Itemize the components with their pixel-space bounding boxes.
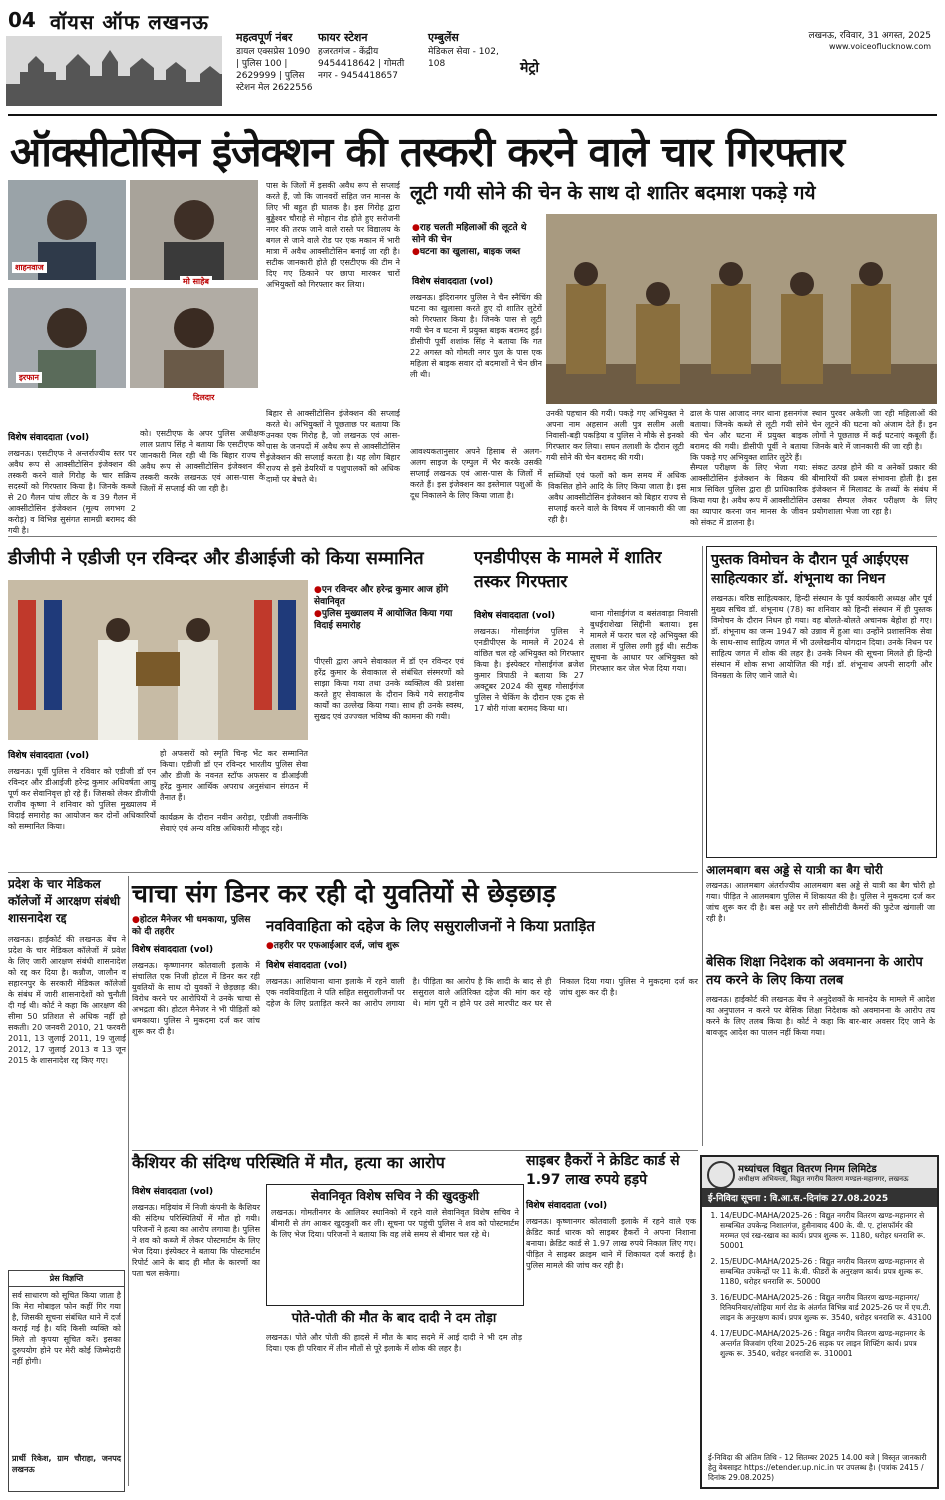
bag-text: लखनऊ। आलमबाग अंतर्राज्यीय आलमबाग बस अड्डे से यात्री का बैग चोरी हो गया। पीड़ित ने आलमबाग पुलिस में शिकायत की है। पुलिस ने मुकदमा दर्ज कर जांच शुरू कर दी है। बस अड्डे पर लगे सीसीटीवी कैमरों की फुटेज खंगाली जा रही है। <box>706 881 935 923</box>
tender-item: 2. 15/EUDC-MAHA/2025-26 : विद्युत नगरीय वितरण खण्ड-महानगर से सम्बन्धित उपकेन्द्रों पर 11 के.वी. फीडरों के अनुरक्षण कार्य। प्रपत्र शुल्क रू. 1180, धरोहर धनराशि रू. 50000 <box>720 1257 933 1287</box>
publication-date: लखनऊ, रविवार, 31 अगस्त, 2025 <box>808 31 931 41</box>
fire-station-numbers: फायर स्टेशन हजरतगंज - केंद्रीय 9454418642 | गोमती नगर - 9454418657 <box>318 31 405 81</box>
section-label: मेट्रो <box>520 60 540 76</box>
chain-headline: लूटी गयी सोने की चेन के साथ दो शातिर बदमाश पकड़े गये <box>410 182 816 204</box>
photo-police-arrest <box>546 214 937 404</box>
city-skyline-illustration <box>6 36 222 106</box>
column-divider <box>128 876 129 1486</box>
notice-text: सर्व साधारण को सूचित किया जाता है कि मेरा मोबाइल फोन कहीं गिर गया है, जिसकी सूचना संबंधित थाने में दर्ज कराई गई है। यदि किसी व्यक्ति को मिले तो कृपया सूचित करें। इसका दुरुपयोग होने पर मेरी कोई जिम्मेदारी नहीं होगी। <box>12 1291 121 1366</box>
photo-accused-2 <box>130 180 258 280</box>
education-headline: बेसिक शिक्षा निदेशक को अवमानना के आरोप तय करने के लिए किया तलब <box>706 955 923 988</box>
obituary-text: लखनऊ। वरिष्ठ साहित्यकार, हिन्दी संस्थान के पूर्व कार्यकारी अध्यक्ष और पूर्व मुख्य सचिव डॉ. शंभूनाथ (78) का शनिवार को हिन्दी संस्थान में ही पुस्तक विमोचन के दौरान निधन हो गया। वह बोलते-बोलते अचानक बेहोश हो गए। डॉ. शंभूनाथ का जन्म 1947 को उन्नाव में हुआ था। उन्होंने प्रशासनिक सेवा के साथ-साथ साहित्य जगत में भी उल्लेखनीय योगदान दिया। उनके निधन पर साहित्य जगत में शोक की लहर है। उनके निधन की सूचना मिलते ही हिन्दी संस्थान में शोक सभा आयोजित की गई। डॉ. शंभूनाथ अपनी सादगी और विनम्रता के लिए जाने जाते थे। <box>711 594 932 680</box>
page-number: 04 <box>8 8 36 32</box>
caption-accused-2: मो साहेब <box>180 276 212 287</box>
dinner-byline: विशेष संवाददाता (vol) <box>132 945 214 955</box>
obituary-headline: पुस्तक विमोचन के दौरान पूर्व आईएएस साहित्यकार डॉ. शंभूनाथ का निधन <box>711 552 909 587</box>
lead-text-cont-1: को। एसटीएफ के अपर पुलिस अधीक्षक लाल प्रताप सिंह ने बताया कि एसटीएफ को जानकारी मिल रही थी कि बिहार राज्य से अवैध रूप से आक्सीटोसिन इंजेक्शन की तस्करी करके लखनऊ एवं आस-पास के जिलों में सप्लाई की जा रही है। <box>140 429 265 493</box>
photo-accused-4 <box>130 288 258 388</box>
dgp-bullets: ● एन रविन्दर और हरेन्द्र कुमार आज होंगे सेवानिवृत ● पुलिस मुख्यालय में आयोजित किया गया विदाई समारोह <box>314 584 464 632</box>
column-divider <box>702 546 703 1146</box>
tender-item: 4. 17/EUDC-MAHA/2025-26 : विद्युत नगरीय वितरण खण्ड-महानगर के अन्तर्गत विजवांग एरिया 2025-26 सड़क पर लाइन शिफ्टिंग कार्य। प्रपत्र शुल्क रू. 3540, धरोहर धनराशि रू. 310001 <box>720 1329 933 1359</box>
education-text: लखनऊ। हाईकोर्ट की लखनऊ बेंच ने अनुदेशकों के मानदेय के मामले में आदेश का अनुपालन न करने पर बेसिक शिक्षा निदेशक को अवमानना के आरोप तय करने के लिए तलब किया है। कोर्ट ने कहा कि बार-बार अवसर दिए जाने के बावजूद आदेश का पालन नहीं किया गया। <box>706 995 935 1037</box>
masthead <box>0 0 945 112</box>
lead-headline: ऑक्सीटोसिन इंजेक्शन की तस्करी करने वाले चार गिरफ्तार <box>10 128 845 176</box>
dowry-text: लखनऊ। आशियाना थाना इलाके में रहने वाली एक नवविवाहिता ने पति सहित ससुरालीजनों पर दहेज के लिए प्रताड़ित करने का आरोप लगाया है। पीड़िता का आरोप है कि शादी के बाद से ही ससुराल वाले अतिरिक्त दहेज की मांग कर रहे थे। मांग पूरी न होने पर उसे मारपीट कर घर से निकाल दिया गया। पुलिस ने मुकदमा दर्ज कर जांच शुरू कर दी है। <box>266 977 698 1008</box>
lead-text-1: लखनऊ। एसटीएफ ने अन्तर्राज्यीय स्तर पर अवैध रूप से आक्सीटोसिन इंजेक्शन की तस्करी करने वाले गिरोह के चार सक्रिय सदस्यों को गिरफ्तार किया है। जिनके कब्जे से 20 गैलन पांच लीटर के व 39 गैलन में आक्सीटोसिन इंजेक्शन (मूल्य लगभग 2 करोड़) व विभिन्न सुसंगत सामग्री बरामद की गयी है। <box>8 449 136 535</box>
grandma-headline: पोते-पोती की मौत के बाद दादी ने दम तोड़ा <box>291 1311 497 1326</box>
chain-text-1: लखनऊ। इंदिरानगर पुलिस ने चैन स्नैचिंग की घटना का खुलासा करते हुए दो शातिर लुटेरों को गिरफ्तार किया है। जिनके पास से लूटी गयी चेन व घटना में प्रयुक्त बाइक बरामद हुई। डीसीपी पूर्वी शशांक सिंह ने बताया कि गत 22 अगस्त को गोमती नगर पुल के पास एक महिला से बाइक सवार दो बदमाशों ने चेन छीन ली थी। <box>410 293 542 379</box>
divider <box>132 1150 698 1151</box>
lead-text-cont-3: सब्जियों एवं फलों को कम समय में अधिक विकसित होने आदि के लिए किया जाता है। इस अवैध आक्सीटोसिन इंजेक्शन को बिहार राज्य से सप्लाई करने वाले के विषय में जानकारी की जा रही है। <box>548 471 686 524</box>
medical-headline: प्रदेश के चार मेडिकल कॉलेजों में आरक्षण संबंधी शासनादेश रद्द <box>8 877 121 925</box>
ndps-text-1: लखनऊ। गोसाईगंज पुलिस ने एनडीपीएस के मामले में 2024 से वांछित चल रहे अभियुक्त को गिरफ्तार किया है। इंस्पेक्टर गोसाईगंज ब्रजेश कुमार त्रिपाठी ने बताया कि 27 अक्टूबर 2024 की सुबह गोसाईगंज पुलिस ने चेकिंग के दौरान एक ट्रक से 17 बोरी गांजा बरामद किया था। <box>474 627 584 713</box>
cyber-byline: विशेष संवाददाता (vol) <box>526 1201 608 1211</box>
medical-text: लखनऊ। हाईकोर्ट की लखनऊ बेंच ने प्रदेश के चार मेडिकल कॉलेजों में प्रवेश के लिए जारी आरक्षण संबंधी शासनादेश को रद्द कर दिया है। कन्नौज, जालौन व सहारनपुर के सरकारी मेडिकल कॉलेजों के संबंध में जारी शासनादेशों को चुनौती दी गई थी। कोर्ट ने कहा कि आरक्षण की सीमा 50 प्रतिशत से अधिक नहीं हो सकती। 20 जनवरी 2010, 21 फरवरी 2011, 13 जुलाई 2011, 19 जुलाई 2012, 17 जुलाई 2013 व 13 जून 2015 के शासनादेश रद्द किए गए। <box>8 935 126 1065</box>
dgp-byline: विशेष संवाददाता (vol) <box>8 751 90 761</box>
press-notice <box>8 1270 125 1492</box>
dinner-text: लखनऊ। कृष्णानगर कोतवाली इलाके में संचालित एक निजी होटल में डिनर कर रही युवतियों के साथ दो युवकों ने छेड़छाड़ की। विरोध करने पर आरोपियों ने उनके चाचा से अभद्रता की। होटल मैनेजर ने भी पीड़ितों को धमकाया। पुलिस ने मुकदमा दर्ज कर जांच शुरू कर दी है। <box>132 961 260 1036</box>
secretary-headline: सेवानिवृत विशेष सचिव ने की खुदकुशी <box>310 1189 480 1203</box>
caption-accused-4: दिलदार <box>190 392 217 403</box>
company-logo-icon <box>707 1161 735 1189</box>
notice-signature: प्रार्थी रिकेश, ग्राम चौराहा, जनपद लखनऊ <box>12 1454 121 1474</box>
secretary-box <box>266 1184 524 1306</box>
caption-accused-3: इरफान <box>16 372 42 383</box>
dgp-text-1: लखनऊ। पूर्वी पुलिस ने रविवार को एडीजी डॉ एन रविन्दर और डीआईजी हरेन्द्र कुमार अधिवर्षता आयु पूर्ण कर सेवानिवृत्त हो रहे हैं। जिसको लेकर डीजीपी राजीव कृष्णा ने शनिवार को पुलिस मुख्यालय में विदाई समारोह का आयोजन कर दोनों अधिकारियों को सम्मानित किया। <box>8 767 156 831</box>
masthead-divider <box>8 114 937 116</box>
tender-number: ई-निविदा सूचना : वि.आ.स.-दिनांक 27.08.2025 <box>702 1188 937 1207</box>
dowry-bullet: ● तहरीर पर एफआईआर दर्ज, जांच शुरू <box>266 940 466 952</box>
notice-title: प्रेस विज्ञप्ति <box>9 1271 124 1287</box>
lead-text-2: पास के जिलों में इसकी अवैध रूप से सप्लाई करते हैं, जो कि जानवरों सहित जन मानस के लिए भी बहुत ही घातक है। इस गिरोह द्वारा बुड्ढेश्वर चौराहे से मोहान रोड होते हुए सरोजनी नगर की तरफ जाने वाले रास्ते पर विद्यालय के बगल से जाने वाले रोड पर एक मकान में भारी मात्रा में अवैध आक्सीटोसिन बनाई जा रही है। सटीक जानकारी होते ही एसटीएफ की टीम ने दिए गए ठिकाने पर छापा मारकर चारों अभियुक्तों को गिरफ्तार कर लिया। <box>266 181 400 289</box>
tender-items <box>720 1211 933 1359</box>
chain-text-3: ढाल के पास आजाद नगर थाना हसनगंज बताया। जिनके कब्जे से लूटी गयी सोने की चेन और घटना में प्रयुक्त बाइक बरामद की गयी। डीसीपी पूर्वी ने बताया कि पकड़े गए अभियुक्त शातिर लुटेरे हैं। <box>690 409 808 462</box>
website: www.voiceoflucknow.com <box>828 42 931 51</box>
newspaper-name: वॉयस ऑफ लखनऊ <box>50 10 209 34</box>
cyber-text: लखनऊ। कृष्णानगर कोतवाली इलाके में रहने वाले एक क्रेडिट कार्ड धारक को साइबर हैकरों ने अपना निशाना बनाया। क्रेडिट कार्ड से 1.97 लाख रुपये निकाल लिए गए। पीड़ित ने साइबर क्राइम थाने में शिकायत दर्ज कराई है। पुलिस मामले की जांच कर रही है। <box>526 1217 696 1270</box>
chain-bullets: ● राह चलती महिलाओं की लूटते थे सोने की चेन ● घटना का खुलासा, बाइक जब्त <box>412 222 538 258</box>
dinner-bullet: ● होटल मैनेजर भी धमकाया, पुलिस को दी तहरीर <box>132 914 260 938</box>
cyber-headline: साइबर हैकरों ने क्रेडिट कार्ड से 1.97 लाख रुपये हड़पे <box>526 1153 680 1188</box>
lead-text-3: बिहार से आक्सीटोसिन इंजेक्शन की सप्लाई करते थे। अभियुक्तों ने पूछताछ पर बताया कि उनका एक गिरोह है, जो लखनऊ एवं आस-पास के जनपदों में अवैध रूप से आक्सीटोसिन इंजेक्शन की सप्लाई करता है। यह लोग बिहार राज्य से इसे डेयरियों व पशुपालकों को अधिक दामों पर बेचते थे। <box>266 409 400 484</box>
dgp-headline: डीजीपी ने एडीजी एन रविन्दर और डीआईजी को किया सम्मानित <box>8 548 424 569</box>
tender-item: 1. 14/EUDC-MAHA/2025-26 : विद्युत नगरीय वितरण खण्ड-महानगर से सम्बन्धित उपकेन्द्र निशातगंज, हुसैनाबाद 400 के. वी. ए. ट्रांसफॉर्मर की मरम्मत एवं रख-रखाव का कार्य। प्रपत्र शुल्क रू. 1180, धरोहर धनराशि रू. 50001 <box>720 1211 933 1251</box>
lead-byline: विशेष संवाददाता (vol) <box>8 433 90 443</box>
caption-accused-1: शाहनवाज <box>12 262 47 273</box>
tender-header: मध्यांचल विद्युत वितरण निगम लिमिटेड अधीक्षण अभियन्ता, विद्युत नगरीय वितरण मण्डल-महानगर, लखनऊ <box>702 1157 937 1188</box>
ndps-byline: विशेष संवाददाता (vol) <box>474 611 556 621</box>
dowry-byline: विशेष संवाददाता (vol) <box>266 961 348 971</box>
dgp-text-4: कार्यक्रम के दौरान नवीन अरोड़ा, एडीजी तकनीकि सेवाएं एवं अन्य वरिष्ठ अधिकारी मौजूद रहे। <box>160 813 308 833</box>
chain-byline: विशेष संवाददाता (vol) <box>412 277 494 287</box>
chain-text-4: स्थान पुरवर अकेली जा रही महिलाओं की चेन लूटने की घटना को अंजाम देते हैं। इन लोगों ने पूछताछ में कई घटनाएं कबूली हैं। जिनके बारे में जानकारी की जा रही है। <box>812 409 937 451</box>
photo-felicitation <box>8 580 308 740</box>
dgp-text-3: हो अफसरों को स्मृति चिन्ह भेंट कर सम्मानित किया। एडीजी डॉ एन रविन्दर भारतीय पुलिस सेवा और डीजी के नवनत स्टॉफ अफसर व डीआईजी हरेंद्र कुमार आर्थिक अपराध अनुसंधान संगठन में तैनात हैं। <box>160 749 308 802</box>
chain-text-2: उनकी पहचान की गयी। पकड़े गए अभियुक्त ने अपना नाम अहसान अली पुत्र सलीम अली निवासी-बड़ी पकड़िया व पुलिस ने मौके से इनको गिरफ्तार कर लिया। सघन तलाशी के दौरान लूटी गयी सोने की चेन बरामद की गयी। <box>546 409 684 462</box>
dgp-text-2: पीएसी द्वारा अपने सेवाकाल में डॉ एन रविन्दर एवं हरेंद्र कुमार के सेवाकाल से संबंधित संस्मरणों को साझा किया गया तथा उनके व्यक्तित्व की प्रशंसा करते हुए सेवाकाल के दौरान किये गये सराहनीय कार्यों का उल्लेख किया गया। साथ ही उनके स्वस्थ, सुखद एवं उज्ज्वल भविष्य की कामना की गयी। <box>314 657 464 721</box>
tender-item: 3. 16/EUDC-MAHA/2025-26 : विद्युत नगरीय वितरण खण्ड-महानगर/ रिनियनियार/लोहिया मार्ग रोड के अंतर्गत विभिन्न वार्ड 2025-26 पर में एच.टी. लाइन के अनुरक्षण कार्य। प्रपत्र शुल्क रू. 3540, धरोहर धनराशि रू. 43100 <box>720 1293 933 1323</box>
ndps-text-2: थाना गोसाईगंज व बसंतवाड़ा निवासी बुधईराशेखा सिद्दीनी बताया। इस मामले में फरार चल रहे अभियुक्त की तलाश में पुलिस लगी हुई थी। सटीक सूचना के आधार पर अभियुक्त को गिरफ्तार कर जेल भेज दिया गया। <box>590 609 698 673</box>
lead-text-cont-5: संकट उत्पन्न होने की व अनेकों प्रकार की बीमारियों की प्रबल संभावना होती है। इस इंजेक्शन में मिलावट के तथ्यों के संबंध में उसका सैम्पल लेकर परीक्षण के लिए प्रयोगशाला भेजा जा रहा है। <box>812 463 937 516</box>
tender-footer: ई-निविदा की अंतिम तिथि - 12 सितम्बर 2025 14.00 बजे | विस्तृत जानकारी हेतु वेबसाइट https://etender.up.nic.in पर उपलब्ध है। (पत्रांक 2415 / दिनांक 29.08.2025) <box>708 1453 927 1482</box>
ambulance-numbers: एम्बुलेंस मेडिकल सेवा - 102, 108 <box>428 31 499 69</box>
divider <box>8 536 937 537</box>
important-numbers: महत्वपूर्ण नंबर डायल एक्सप्रेस 1090 | पुलिस 100 | 2629999 | पुलिस स्टेशन मेल 2622556 <box>236 31 313 93</box>
lead-text-cont-4: सैम्पल परीक्षण के लिए भेजा गया: आक्सीटोसिन इंजेक्शन के विक्रय की मात्र सिविल पुलिस द्वारा ही प्राधिकारिक किया गया है। अवैध रूप में आक्सीटोसिन का व्यापार करना जन मानस के जीवन को संकट में डालना है। <box>690 463 808 527</box>
dowry-headline: नवविवाहिता को दहेज के लिए ससुरालीजनों ने किया प्रताड़ित <box>266 917 595 935</box>
lead-text-cont-2: आवश्यकतानुसार अपने हिसाब से अलग-अलग साइज के एम्पुल में भैर करके उसकी सप्लाई लखनऊ एवं आस-पास के जिलों में करते हैं। इस इंजेक्शन का इस्तेमाल पशुओं के दूध निकालने के लिए किया जाता है। <box>410 447 542 500</box>
ndps-headline: एनडीपीएस के मामले में शातिर तस्कर गिरफ्तार <box>474 548 662 592</box>
cashier-headline: कैशियर की संदिग्ध परिस्थिति में मौत, हत्या का आरोप <box>132 1153 445 1172</box>
cashier-text: लखनऊ। मड़ियांव में निजी कंपनी के कैशियर की संदिग्ध परिस्थितियों में मौत हो गयी। परिजनों ने हत्या का आरोप लगाया है। पुलिस ने शव को कब्जे में लेकर पोस्टमार्टम के लिए भेज दिया। इंस्पेक्टर ने बताया कि पोस्टमार्टम रिपोर्ट आने के बाद ही मौत के कारणों का पता चल सकेगा। <box>132 1203 260 1278</box>
cashier-byline: विशेष संवाददाता (vol) <box>132 1187 214 1197</box>
secretary-text: लखनऊ। गोमतीनगर के आलियर स्थानिको में रहने वाले सेवानिवृत विशेष सचिव ने बीमारी से तंग आकर खुदकुशी कर ली। सूचना पर पहुंची पुलिस ने शव को पोस्टमार्टम के लिए भेज दिया। परिजनों ने बताया कि वह लंबे समय से बीमार चल रहे थे। <box>271 1208 519 1239</box>
divider <box>8 872 698 873</box>
tender-notice <box>700 1155 939 1489</box>
dinner-headline: चाचा संग डिनर कर रही दो युवतियों से छेड़छाड़ <box>132 879 556 908</box>
grandma-text: लखनऊ। पोते और पोती की हादसे में मौत के बाद सदमे में आई दादी ने भी दम तोड़ दिया। एक ही परिवार में तीन मौतों से पूरे इलाके में शोक की लहर है। <box>266 1333 522 1353</box>
obituary-box <box>706 546 937 858</box>
bag-headline: आलमबाग बस अड्डे से यात्री का बैग चोरी <box>706 863 883 877</box>
